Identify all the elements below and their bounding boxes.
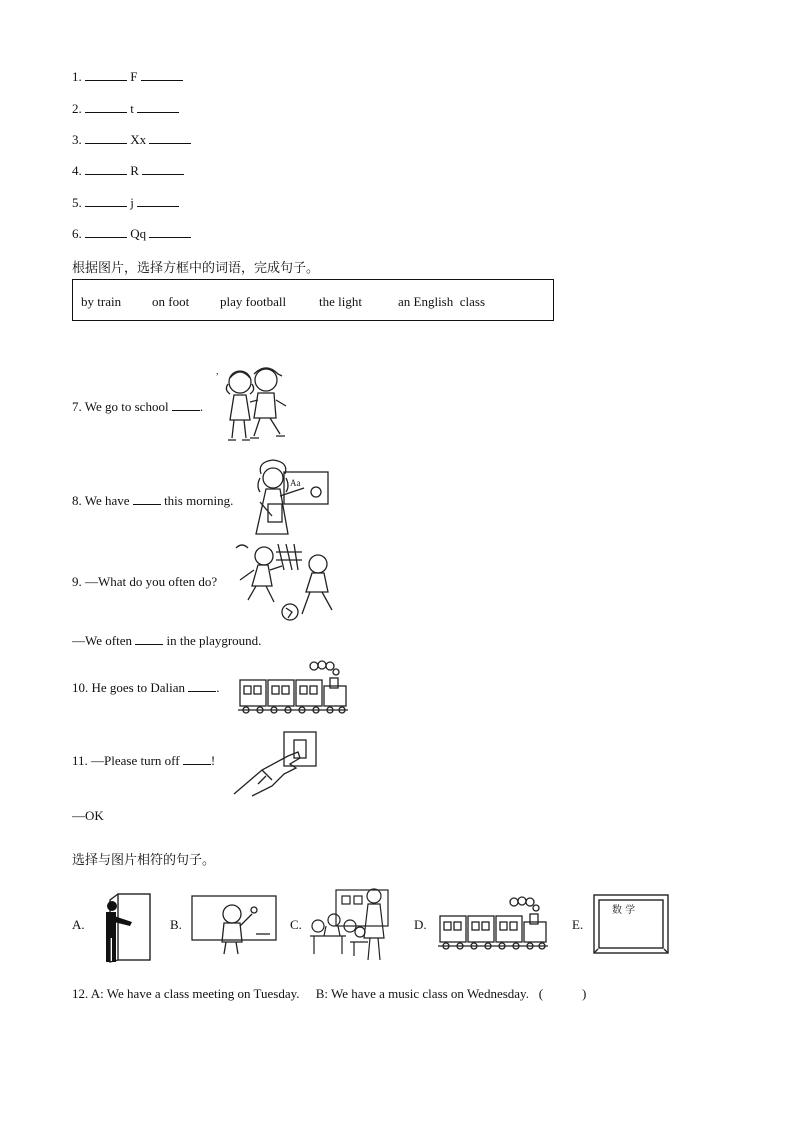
answer-blank[interactable] [137, 194, 179, 207]
question-7: 7. We go to school . [72, 399, 204, 414]
children-walking-picture [214, 362, 298, 448]
option-label-e: E. [572, 917, 584, 932]
option-label-b: B. [170, 917, 182, 932]
teacher-blackboard-picture [246, 458, 332, 542]
answer-blank[interactable] [149, 131, 191, 144]
answer-blank[interactable] [85, 162, 127, 175]
boy-blackboard-picture [188, 892, 280, 958]
answer-blank[interactable] [85, 100, 127, 113]
answer-blank[interactable] [141, 68, 183, 81]
option-label-c: C. [290, 917, 302, 932]
train-picture [438, 896, 550, 954]
math-book-picture [592, 893, 670, 955]
children-football-picture [232, 540, 342, 624]
answer-blank[interactable] [142, 162, 184, 175]
answer-blank[interactable] [85, 131, 127, 144]
answer-blank[interactable] [183, 752, 211, 765]
word-option: the light [319, 294, 362, 309]
answer-blank[interactable] [135, 632, 163, 645]
item-4: 4. R [72, 162, 184, 179]
question-8: 8. We have this morning. [72, 493, 234, 508]
answer-blank[interactable] [188, 679, 216, 692]
question-10: 10. He goes to Dalian . [72, 680, 220, 695]
door-picture [96, 888, 156, 964]
light-switch-picture [232, 730, 320, 798]
answer-blank[interactable] [85, 194, 127, 207]
section-title: 根据图片，选择方框中的词语，完成句子。 [72, 261, 320, 276]
answer-blank[interactable] [172, 398, 200, 411]
question-9: 9. —What do you often do? [72, 574, 218, 589]
question-12: 12. A: We have a class meeting on Tuesday. B: We have a music class on Wednesday. ( ) [72, 986, 587, 1001]
word-option: play football [220, 294, 287, 309]
section-title: 选择与图片相符的句子。 [72, 853, 216, 868]
question-11-answer: —OK [72, 808, 104, 823]
word-box [72, 279, 554, 321]
item-1: 1. F [72, 68, 183, 85]
option-label-a: A. [72, 917, 85, 932]
item-6: 6. Qq [72, 225, 191, 242]
book-label: 数 学 [612, 905, 636, 916]
answer-blank[interactable] [85, 68, 127, 81]
word-option: on foot [152, 294, 190, 309]
class-meeting-picture [306, 882, 402, 964]
word-option: an English class [398, 294, 486, 309]
question-11: 11. —Please turn off ! [72, 753, 216, 768]
option-label-d: D. [414, 917, 427, 932]
svg-text:Aa: Aa [290, 478, 301, 488]
answer-blank[interactable] [149, 225, 191, 238]
item-3: 3. Xx [72, 131, 191, 148]
train-picture [238, 660, 350, 716]
answer-blank[interactable] [85, 225, 127, 238]
item-2: 2. t [72, 100, 179, 117]
answer-blank[interactable] [133, 492, 161, 505]
question-9-answer: —We often in the playground. [72, 633, 262, 648]
svg-text:,: , [216, 366, 219, 377]
item-5: 5. j [72, 194, 179, 211]
answer-blank[interactable] [137, 100, 179, 113]
word-option: by train [81, 294, 122, 309]
